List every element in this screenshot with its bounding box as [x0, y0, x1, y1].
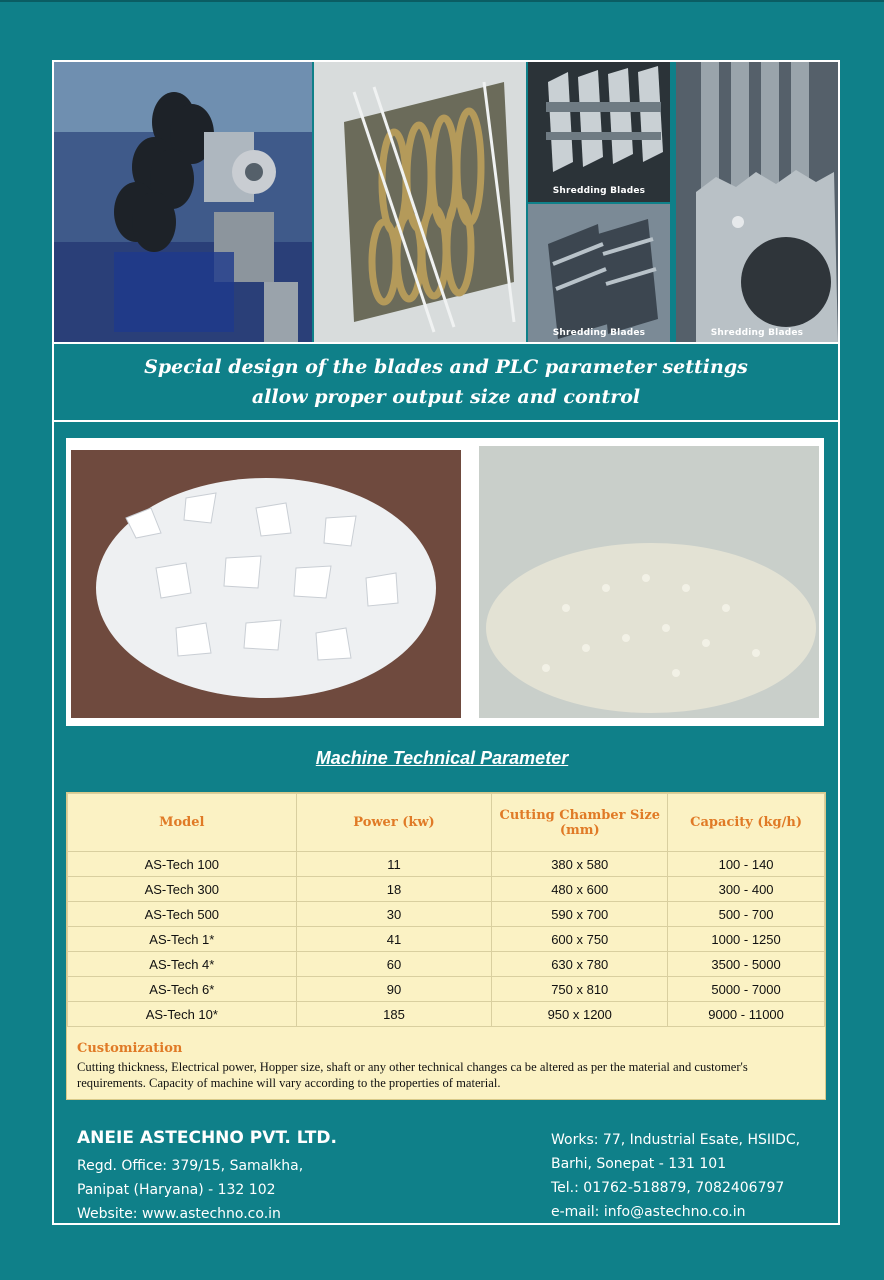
cell-power: 185	[296, 1002, 492, 1027]
header-chamber-size: Cutting Chamber Size (mm)	[492, 794, 668, 852]
cell-power: 41	[296, 927, 492, 952]
blade-chamber-image	[314, 62, 526, 344]
cell-model: AS-Tech 100	[68, 852, 297, 877]
blades-bottom-image	[528, 204, 670, 344]
email-line: e-mail: info@astechno.co.in	[551, 1204, 746, 1220]
shredder-shafts-image	[54, 62, 312, 344]
cell-capacity: 500 - 700	[668, 902, 825, 927]
photo-shredding-blades-bottom	[528, 204, 670, 344]
tagline-line-2: allow proper output size and control	[251, 386, 641, 408]
cell-capacity: 1000 - 1250	[668, 927, 825, 952]
spec-table	[67, 793, 825, 1027]
works-line: Works: 77, Industrial Esate, HSIIDC,	[551, 1132, 801, 1148]
photo-shredder-shafts	[54, 62, 312, 344]
cell-chamber-size: 380 x 580	[492, 852, 668, 877]
cell-capacity: 9000 - 11000	[668, 1002, 825, 1027]
photo-shredding-blades-top	[528, 62, 670, 202]
blades-label-bottom-left: Shredding Blades	[552, 328, 646, 338]
photo-blade-closeup	[676, 62, 838, 344]
cell-power: 30	[296, 902, 492, 927]
cell-power: 11	[296, 852, 492, 877]
cell-chamber-size: 950 x 1200	[492, 1002, 668, 1027]
cell-model: AS-Tech 300	[68, 877, 297, 902]
table-row	[68, 877, 825, 902]
cell-power: 18	[296, 877, 492, 902]
tagline-line-1: Special design of the blades and PLC parameter settings	[144, 356, 748, 378]
table-title: Machine Technical Parameter	[315, 748, 569, 768]
blade-closeup-image	[676, 62, 838, 344]
blades-top-image	[528, 62, 670, 202]
cell-chamber-size: 480 x 600	[492, 877, 668, 902]
regd-city-line: Panipat (Haryana) - 132 102	[77, 1182, 276, 1198]
cell-chamber-size: 590 x 700	[492, 902, 668, 927]
cell-capacity: 3500 - 5000	[668, 952, 825, 977]
cell-capacity: 100 - 140	[668, 852, 825, 877]
divider-under-tagline	[52, 420, 840, 422]
cell-capacity: 5000 - 7000	[668, 977, 825, 1002]
website-line: Website: www.astechno.co.in	[77, 1206, 281, 1222]
customization-title: Customization	[77, 1041, 183, 1056]
cell-model: AS-Tech 6*	[68, 977, 297, 1002]
blades-label-top: Shredding Blades	[552, 186, 646, 196]
flakes-photo-panel	[66, 438, 824, 726]
spec-table-box	[66, 792, 826, 1100]
table-row	[68, 927, 825, 952]
cell-capacity: 300 - 400	[668, 877, 825, 902]
blades-label-bottom-right: Shredding Blades	[710, 328, 804, 338]
company-name: ANEIE ASTECHNO PVT. LTD.	[77, 1128, 337, 1148]
flakes-images	[66, 438, 824, 726]
telephone-line: Tel.: 01762-518879, 7082406797	[551, 1180, 785, 1196]
table-row	[68, 977, 825, 1002]
cell-chamber-size: 750 x 810	[492, 977, 668, 1002]
cell-power: 60	[296, 952, 492, 977]
cell-model: AS-Tech 1*	[68, 927, 297, 952]
header-model: Model	[68, 794, 297, 852]
cell-model: AS-Tech 4*	[68, 952, 297, 977]
registered-office-address	[77, 1154, 303, 1226]
table-header-row	[68, 794, 825, 852]
cell-chamber-size: 600 x 750	[492, 927, 668, 952]
header-power: Power (kw)	[296, 794, 492, 852]
customization-text: Cutting thickness, Electrical power, Hopper size, shaft or any other technical changes ca be altered as per the material and customer's requirements. Capacity of machine will vary according to the properties of material.	[77, 1060, 748, 1090]
table-row	[68, 952, 825, 977]
tagline	[54, 344, 838, 420]
cell-power: 90	[296, 977, 492, 1002]
cell-model: AS-Tech 500	[68, 902, 297, 927]
photo-blade-chamber	[314, 62, 526, 344]
works-city-line: Barhi, Sonepat - 131 101	[551, 1156, 727, 1172]
cell-model: AS-Tech 10*	[68, 1002, 297, 1027]
table-row	[68, 902, 825, 927]
table-row	[68, 1002, 825, 1027]
top-edge-line	[0, 0, 884, 2]
regd-office-line: Regd. Office: 379/15, Samalkha,	[77, 1158, 304, 1174]
works-address	[551, 1128, 800, 1224]
cell-chamber-size: 630 x 780	[492, 952, 668, 977]
table-row	[68, 852, 825, 877]
header-capacity: Capacity (kg/h)	[668, 794, 825, 852]
